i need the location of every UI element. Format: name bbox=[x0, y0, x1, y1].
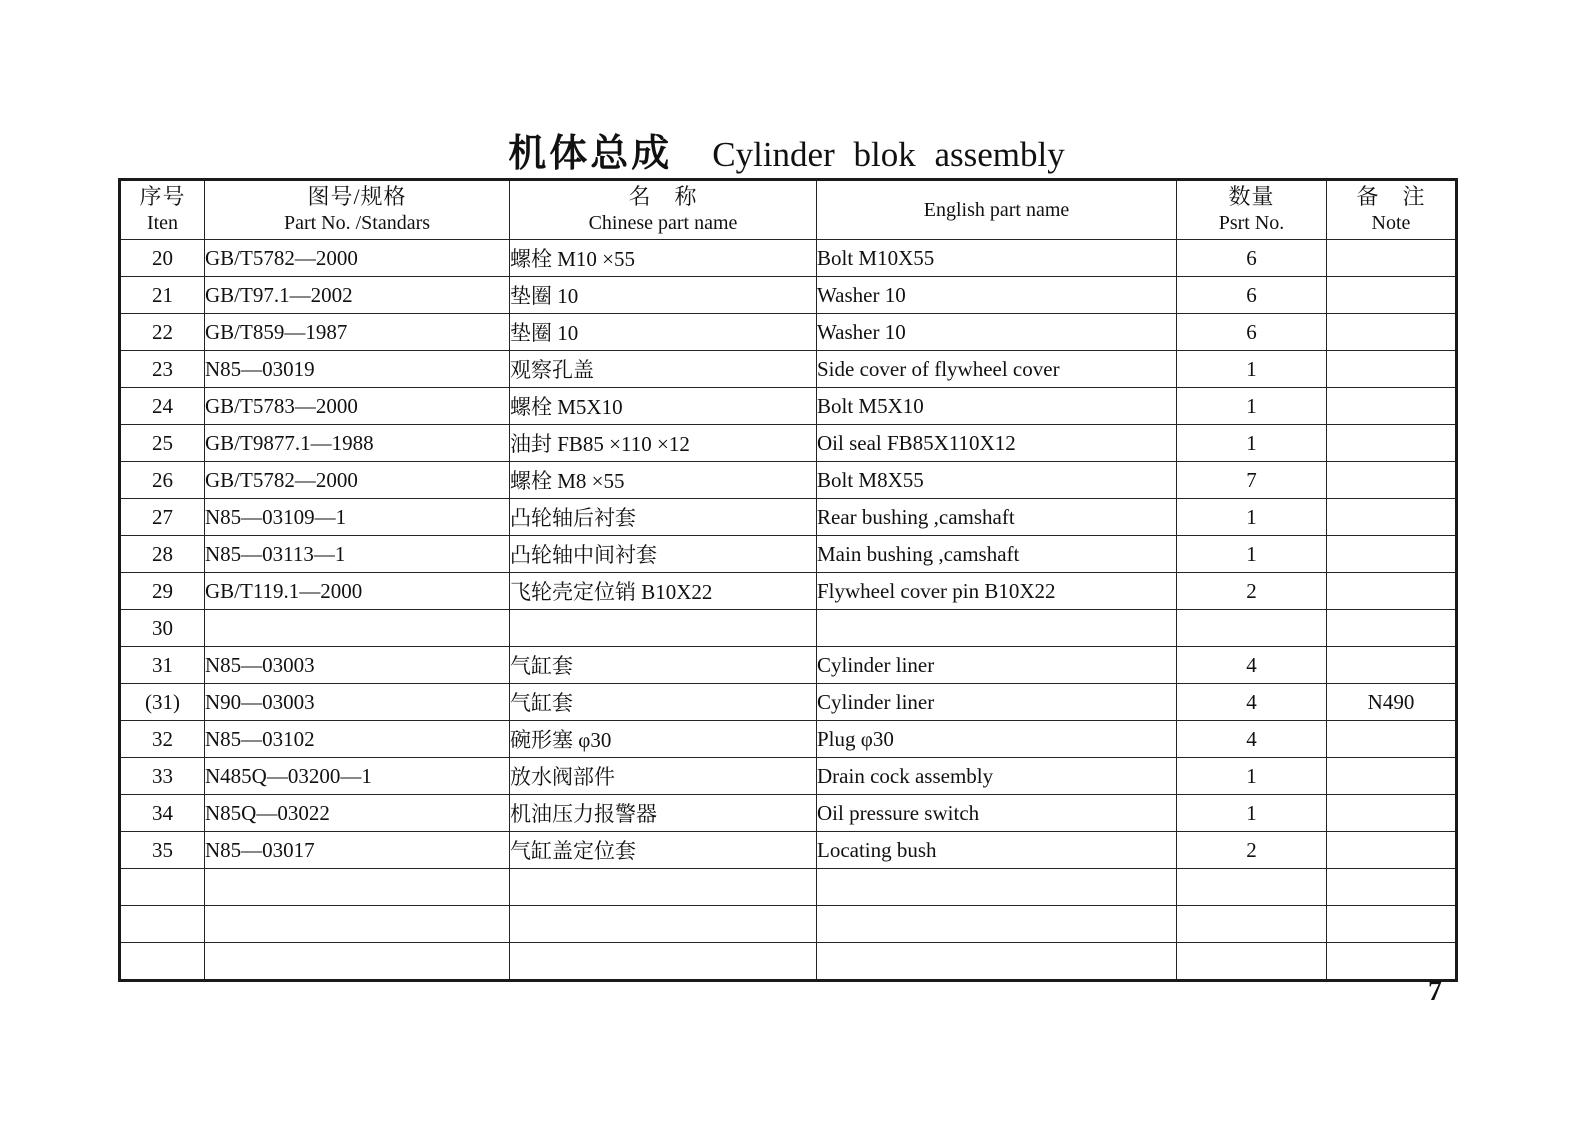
cell-part-no: GB/T859—1987 bbox=[205, 314, 510, 351]
cell-part-no: GB/T5782—2000 bbox=[205, 462, 510, 499]
table-row bbox=[120, 425, 1457, 462]
cell-english-name: Cylinder liner bbox=[817, 684, 1177, 721]
table-row bbox=[120, 869, 1457, 906]
cell-english-name: Rear bushing ,camshaft bbox=[817, 499, 1177, 536]
cell-part-no bbox=[205, 943, 510, 981]
cell-chinese-name: 气缸套 bbox=[510, 684, 817, 721]
table-row bbox=[120, 758, 1457, 795]
cell-quantity: 6 bbox=[1177, 314, 1327, 351]
header-item-cn: 序号 bbox=[139, 184, 186, 209]
header-note-cn: 备 注 bbox=[1356, 184, 1426, 209]
cell-item: 33 bbox=[120, 758, 205, 795]
cell-english-name bbox=[817, 906, 1177, 943]
cell-item: 34 bbox=[120, 795, 205, 832]
cell-english-name: Main bushing ,camshaft bbox=[817, 536, 1177, 573]
cell-note bbox=[1327, 462, 1457, 499]
cell-english-name: Drain cock assembly bbox=[817, 758, 1177, 795]
cell-part-no: N85Q—03022 bbox=[205, 795, 510, 832]
header-part-no-cn: 图号/规格 bbox=[307, 184, 407, 209]
cell-chinese-name: 凸轮轴中间衬套 bbox=[510, 536, 817, 573]
cell-chinese-name: 飞轮壳定位销 B10X22 bbox=[510, 573, 817, 610]
cell-part-no: GB/T5782—2000 bbox=[205, 240, 510, 277]
cell-item: 25 bbox=[120, 425, 205, 462]
table-row bbox=[120, 647, 1457, 684]
table-row bbox=[120, 462, 1457, 499]
cell-note bbox=[1327, 277, 1457, 314]
header-chinese-name-cn: 名 称 bbox=[628, 184, 698, 209]
cell-item: 26 bbox=[120, 462, 205, 499]
cell-part-no: GB/T119.1—2000 bbox=[205, 573, 510, 610]
page-number: 7 bbox=[1428, 976, 1442, 1007]
table-row bbox=[120, 832, 1457, 869]
cell-chinese-name: 放水阀部件 bbox=[510, 758, 817, 795]
cell-quantity: 1 bbox=[1177, 795, 1327, 832]
cell-part-no: N85—03113—1 bbox=[205, 536, 510, 573]
cell-item: 23 bbox=[120, 351, 205, 388]
cell-chinese-name: 碗形塞 φ30 bbox=[510, 721, 817, 758]
cell-note bbox=[1327, 240, 1457, 277]
header-row bbox=[120, 180, 1457, 240]
cell-chinese-name bbox=[510, 943, 817, 981]
cell-english-name bbox=[817, 869, 1177, 906]
header-english-name bbox=[817, 180, 1177, 240]
table-row bbox=[120, 499, 1457, 536]
cell-note bbox=[1327, 573, 1457, 610]
cell-note bbox=[1327, 758, 1457, 795]
cell-item: 20 bbox=[120, 240, 205, 277]
cell-quantity: 1 bbox=[1177, 536, 1327, 573]
parts-table bbox=[118, 178, 1458, 982]
cell-chinese-name: 气缸套 bbox=[510, 647, 817, 684]
cell-note bbox=[1327, 314, 1457, 351]
cell-item bbox=[120, 943, 205, 981]
cell-part-no: N90—03003 bbox=[205, 684, 510, 721]
title-english: Cylinder blok assembly bbox=[712, 135, 1065, 174]
table-row bbox=[120, 906, 1457, 943]
cell-note bbox=[1327, 425, 1457, 462]
cell-quantity: 1 bbox=[1177, 351, 1327, 388]
cell-quantity: 6 bbox=[1177, 240, 1327, 277]
table-row bbox=[120, 351, 1457, 388]
cell-part-no: N85—03102 bbox=[205, 721, 510, 758]
cell-chinese-name: 凸轮轴后衬套 bbox=[510, 499, 817, 536]
table-row bbox=[120, 721, 1457, 758]
cell-note bbox=[1327, 721, 1457, 758]
cell-english-name bbox=[817, 943, 1177, 981]
cell-chinese-name bbox=[510, 869, 817, 906]
cell-item bbox=[120, 906, 205, 943]
cell-quantity: 1 bbox=[1177, 425, 1327, 462]
cell-item bbox=[120, 869, 205, 906]
cell-chinese-name bbox=[510, 906, 817, 943]
cell-item: 29 bbox=[120, 573, 205, 610]
cell-item: 32 bbox=[120, 721, 205, 758]
table-row bbox=[120, 536, 1457, 573]
table-row bbox=[120, 277, 1457, 314]
cell-note bbox=[1327, 906, 1457, 943]
cell-chinese-name: 螺栓 M10 ×55 bbox=[510, 240, 817, 277]
cell-note bbox=[1327, 536, 1457, 573]
cell-quantity: 4 bbox=[1177, 684, 1327, 721]
cell-quantity: 1 bbox=[1177, 499, 1327, 536]
cell-part-no: N85—03019 bbox=[205, 351, 510, 388]
cell-quantity: 4 bbox=[1177, 647, 1327, 684]
cell-english-name bbox=[817, 610, 1177, 647]
cell-note bbox=[1327, 869, 1457, 906]
cell-item: 35 bbox=[120, 832, 205, 869]
parts-table-header bbox=[120, 180, 1457, 240]
header-item bbox=[120, 180, 205, 240]
cell-english-name: Side cover of flywheel cover bbox=[817, 351, 1177, 388]
cell-english-name: Bolt M8X55 bbox=[817, 462, 1177, 499]
cell-part-no: GB/T5783—2000 bbox=[205, 388, 510, 425]
cell-part-no: N85—03003 bbox=[205, 647, 510, 684]
cell-chinese-name: 螺栓 M5X10 bbox=[510, 388, 817, 425]
cell-english-name: Washer 10 bbox=[817, 314, 1177, 351]
cell-item: 31 bbox=[120, 647, 205, 684]
cell-quantity: 2 bbox=[1177, 832, 1327, 869]
cell-chinese-name: 机油压力报警器 bbox=[510, 795, 817, 832]
cell-english-name: Bolt M10X55 bbox=[817, 240, 1177, 277]
cell-quantity: 2 bbox=[1177, 573, 1327, 610]
cell-item: 30 bbox=[120, 610, 205, 647]
cell-part-no bbox=[205, 906, 510, 943]
cell-note: N490 bbox=[1327, 684, 1457, 721]
header-quantity-en: Psrt No. bbox=[1218, 212, 1285, 234]
cell-part-no: N85—03017 bbox=[205, 832, 510, 869]
header-part-no bbox=[205, 180, 510, 240]
table-row bbox=[120, 573, 1457, 610]
header-item-en: Iten bbox=[146, 212, 179, 234]
cell-item: 24 bbox=[120, 388, 205, 425]
cell-note bbox=[1327, 943, 1457, 981]
cell-english-name: Flywheel cover pin B10X22 bbox=[817, 573, 1177, 610]
cell-part-no: N485Q—03200—1 bbox=[205, 758, 510, 795]
cell-item: (31) bbox=[120, 684, 205, 721]
table-row bbox=[120, 388, 1457, 425]
cell-chinese-name: 气缸盖定位套 bbox=[510, 832, 817, 869]
header-note bbox=[1327, 180, 1457, 240]
table-row bbox=[120, 610, 1457, 647]
cell-chinese-name: 观察孔盖 bbox=[510, 351, 817, 388]
cell-quantity bbox=[1177, 943, 1327, 981]
cell-quantity: 1 bbox=[1177, 388, 1327, 425]
cell-chinese-name: 垫圈 10 bbox=[510, 314, 817, 351]
cell-quantity bbox=[1177, 906, 1327, 943]
cell-part-no: GB/T97.1—2002 bbox=[205, 277, 510, 314]
table-row bbox=[120, 240, 1457, 277]
cell-note bbox=[1327, 610, 1457, 647]
cell-note bbox=[1327, 499, 1457, 536]
cell-quantity: 4 bbox=[1177, 721, 1327, 758]
table-row bbox=[120, 684, 1457, 721]
table-row bbox=[120, 943, 1457, 981]
table-row bbox=[120, 795, 1457, 832]
cell-part-no bbox=[205, 869, 510, 906]
cell-note bbox=[1327, 795, 1457, 832]
header-part-no-en: Part No. /Standars bbox=[283, 212, 431, 234]
cell-chinese-name: 垫圈 10 bbox=[510, 277, 817, 314]
cell-item: 27 bbox=[120, 499, 205, 536]
cell-item: 21 bbox=[120, 277, 205, 314]
header-quantity bbox=[1177, 180, 1327, 240]
cell-english-name: Washer 10 bbox=[817, 277, 1177, 314]
cell-chinese-name: 螺栓 M8 ×55 bbox=[510, 462, 817, 499]
cell-item: 22 bbox=[120, 314, 205, 351]
header-chinese-name-en: Chinese part name bbox=[588, 212, 738, 234]
page-title bbox=[118, 122, 1455, 177]
cell-part-no: N85—03109—1 bbox=[205, 499, 510, 536]
cell-part-no: GB/T9877.1—1988 bbox=[205, 425, 510, 462]
cell-english-name: Locating bush bbox=[817, 832, 1177, 869]
cell-note bbox=[1327, 388, 1457, 425]
table-row bbox=[120, 314, 1457, 351]
header-english-name-en: English part name bbox=[923, 198, 1070, 221]
cell-quantity bbox=[1177, 869, 1327, 906]
cell-quantity bbox=[1177, 610, 1327, 647]
cell-quantity: 7 bbox=[1177, 462, 1327, 499]
cell-english-name: Oil pressure switch bbox=[817, 795, 1177, 832]
table-body bbox=[120, 240, 1457, 981]
cell-note bbox=[1327, 832, 1457, 869]
header-chinese-name bbox=[510, 180, 817, 240]
cell-english-name: Bolt M5X10 bbox=[817, 388, 1177, 425]
title-chinese: 机体总成 bbox=[508, 133, 673, 175]
cell-quantity: 1 bbox=[1177, 758, 1327, 795]
cell-note bbox=[1327, 647, 1457, 684]
cell-quantity: 6 bbox=[1177, 277, 1327, 314]
cell-item: 28 bbox=[120, 536, 205, 573]
header-note-en: Note bbox=[1371, 212, 1411, 234]
cell-note bbox=[1327, 351, 1457, 388]
cell-english-name: Cylinder liner bbox=[817, 647, 1177, 684]
header-quantity-cn: 数量 bbox=[1228, 184, 1275, 209]
cell-part-no bbox=[205, 610, 510, 647]
cell-chinese-name: 油封 FB85 ×110 ×12 bbox=[510, 425, 817, 462]
cell-english-name: Oil seal FB85X110X12 bbox=[817, 425, 1177, 462]
cell-english-name: Plug φ30 bbox=[817, 721, 1177, 758]
cell-chinese-name bbox=[510, 610, 817, 647]
